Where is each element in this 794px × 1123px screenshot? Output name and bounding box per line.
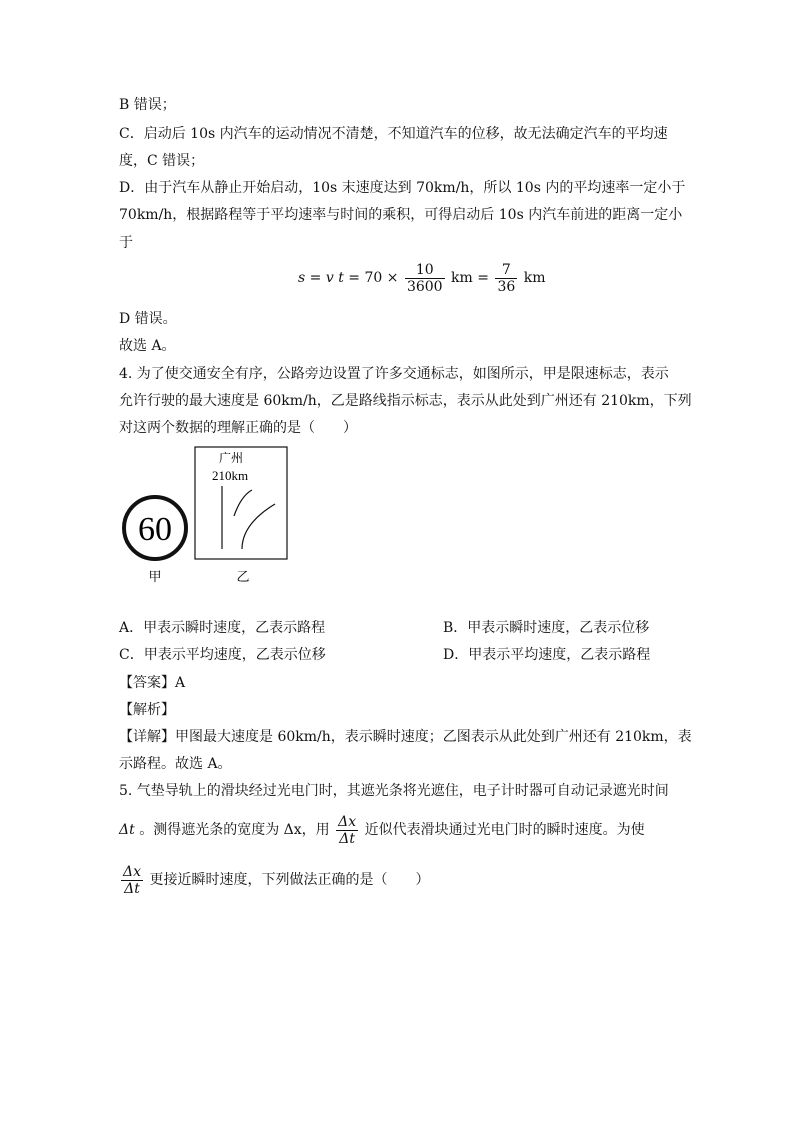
q5-fraction-2-denominator: Δt bbox=[121, 880, 143, 897]
q4-analysis-heading: 【解析】 bbox=[119, 702, 175, 718]
q4-stem-line2: 允许行驶的最大速度是 60km/h，乙是路线指示标志，表示从此处到广州还有 210km，下列 bbox=[119, 393, 692, 409]
formula-t: t bbox=[338, 270, 344, 286]
q4-option-a: A．甲表示瞬时速度，乙表示路程 bbox=[119, 620, 326, 636]
traffic-signs-figure bbox=[115, 444, 305, 589]
q3-option-c-line1: C．启动后 10s 内汽车的运动情况不清楚，不知道汽车的位移，故无法确定汽车的平均速 bbox=[119, 126, 668, 142]
fraction-1-numerator: 10 bbox=[415, 261, 434, 278]
formula-s: s bbox=[298, 270, 306, 286]
q4-detail-line2: 示路程。故选 A。 bbox=[119, 756, 232, 772]
q5-stem-line2-mid: 。测得遮光条的宽度为 Δx，用 bbox=[139, 822, 330, 838]
q3-d-wrong: D 错误。 bbox=[119, 311, 177, 327]
road-curve-upper bbox=[234, 490, 252, 516]
q3-option-d-line2: 70km/h，根据路程等于平均速率与时间的乘积，可得启动后 10s 内汽车前进的距离一定小 bbox=[119, 207, 683, 223]
formula-unit1: km = bbox=[451, 270, 489, 286]
q5-stem-line2 bbox=[119, 811, 645, 849]
q4-option-b: B．甲表示瞬时速度，乙表示位移 bbox=[443, 620, 650, 636]
formula-eq1: = bbox=[309, 270, 322, 286]
route-city: 广州 bbox=[219, 451, 244, 465]
formula-unit2: km bbox=[523, 270, 546, 286]
road-curve-lower bbox=[242, 504, 275, 549]
q5-fraction-1-numerator: Δx bbox=[338, 813, 357, 830]
q4-option-d: D．甲表示平均速度，乙表示路程 bbox=[443, 647, 651, 663]
fraction-2-numerator: 7 bbox=[501, 261, 511, 278]
fraction-1-denominator: 3600 bbox=[406, 278, 443, 295]
formula-v: v bbox=[325, 270, 334, 286]
q3-option-c-line2: 度，C 错误； bbox=[119, 153, 205, 169]
q5-fraction-2-numerator: Δx bbox=[123, 863, 142, 880]
route-indication-sign bbox=[195, 447, 287, 559]
q4-answer: 【答案】A bbox=[119, 675, 186, 691]
q5-stem-line2-end: 近似代表滑块通过光电门时的瞬时速度。为使 bbox=[364, 822, 645, 838]
q5-stem-line3 bbox=[119, 861, 429, 899]
q4-stem-line3: 对这两个数据的理解正确的是（ ） bbox=[119, 420, 357, 436]
q3-option-d-line3: 于 bbox=[119, 235, 133, 251]
label-yi: 乙 bbox=[236, 570, 250, 585]
q3-choose: 故选 A。 bbox=[119, 338, 176, 354]
q5-stem-line1: 5. 气垫导轨上的滑块经过光电门时，其遮光条将光遮住，电子计时器可自动记录遮光时间 bbox=[119, 783, 669, 799]
q4-detail-line1: 【详解】甲图最大速度是 60km/h，表示瞬时速度；乙图表示从此处到广州还有 210km，表 bbox=[119, 729, 692, 745]
route-distance: 210km bbox=[212, 468, 249, 483]
formula-fraction-2 bbox=[495, 262, 517, 295]
q3-distance-formula bbox=[298, 259, 545, 297]
q5-delta-t: Δt bbox=[119, 822, 135, 838]
fraction-2-denominator: 36 bbox=[497, 278, 516, 295]
label-jia: 甲 bbox=[148, 570, 162, 585]
formula-eq2: = 70 × bbox=[348, 270, 399, 286]
q5-fraction-1 bbox=[336, 814, 358, 847]
speed-limit-value: 60 bbox=[138, 511, 172, 548]
q3-option-d-line1: D．由于汽车从静止开始启动，10s 末速度达到 70km/h，所以 10s 内的平均速率一定小于 bbox=[119, 180, 686, 196]
q3-option-b-text: B 错误； bbox=[119, 97, 176, 113]
q4-stem-line1: 4. 为了使交通安全有序，公路旁边设置了许多交通标志，如图所示，甲是限速标志，表示 bbox=[119, 366, 669, 382]
q5-fraction-2 bbox=[121, 864, 143, 897]
formula-fraction-1 bbox=[405, 262, 445, 295]
q5-fraction-1-denominator: Δt bbox=[336, 830, 358, 847]
q4-option-c: C．甲表示平均速度，乙表示位移 bbox=[119, 647, 326, 663]
q5-stem-line3-end: 更接近瞬时速度，下列做法正确的是（ ） bbox=[149, 872, 430, 888]
speed-limit-sign bbox=[124, 497, 186, 559]
